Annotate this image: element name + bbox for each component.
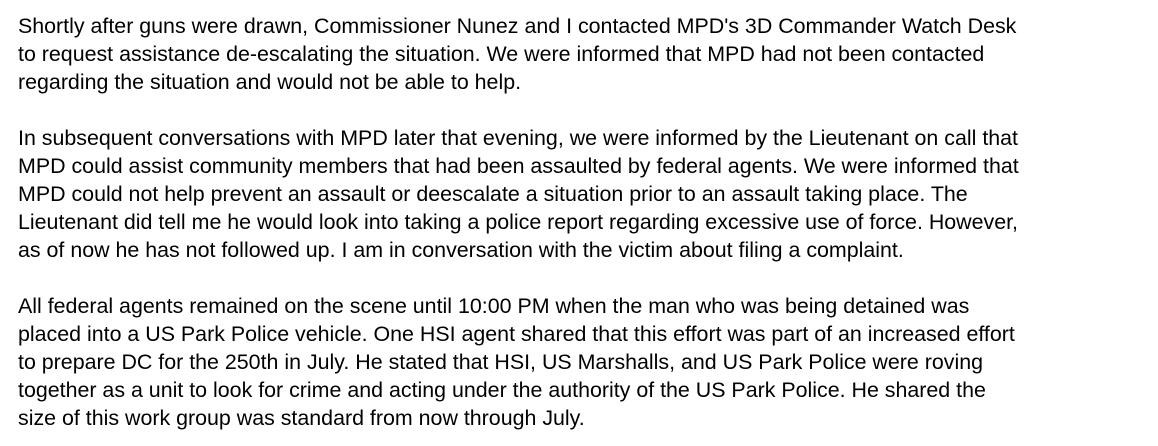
paragraph-3 <box>18 292 1148 432</box>
paragraph-line: regarding the situation and would not be able to help. <box>18 70 522 94</box>
paragraph-line: together as a unit to look for crime and acting under the authority of the US Park Police. He shared the <box>18 378 986 402</box>
paragraph-2 <box>18 124 1148 264</box>
paragraph-line: Shortly after guns were drawn, Commissioner Nunez and I contacted MPD's 3D Commander Watch Desk <box>18 14 1017 38</box>
paragraph-line: In subsequent conversations with MPD later that evening, we were informed by the Lieutenant on call that <box>18 126 1018 150</box>
paragraph-line: MPD could assist community members that had been assaulted by federal agents. We were informed that <box>18 154 1019 178</box>
paragraph-line: to prepare DC for the 250th in July. He stated that HSI, US Marshalls, and US Park Police were roving <box>18 350 984 374</box>
paragraph-line: placed into a US Park Police vehicle. One HSI agent shared that this effort was part of an increased effort <box>18 322 1015 346</box>
paragraph-line: All federal agents remained on the scene until 10:00 PM when the man who was being detained was <box>18 294 970 318</box>
paragraph-line: Lieutenant did tell me he would look into taking a police report regarding excessive use of force. However, <box>18 210 1018 234</box>
paragraph-line: to request assistance de-escalating the situation. We were informed that MPD had not been contacted <box>18 42 985 66</box>
paragraph-line: as of now he has not followed up. I am in conversation with the victim about filing a complaint. <box>18 238 904 262</box>
paragraph-line: size of this work group was standard from now through July. <box>18 406 585 430</box>
paragraph-spacer <box>18 264 1148 292</box>
paragraph-spacer <box>18 96 1148 124</box>
paragraph-1 <box>18 12 1148 96</box>
paragraph-line: MPD could not help prevent an assault or deescalate a situation prior to an assault taking place. The <box>18 182 968 206</box>
